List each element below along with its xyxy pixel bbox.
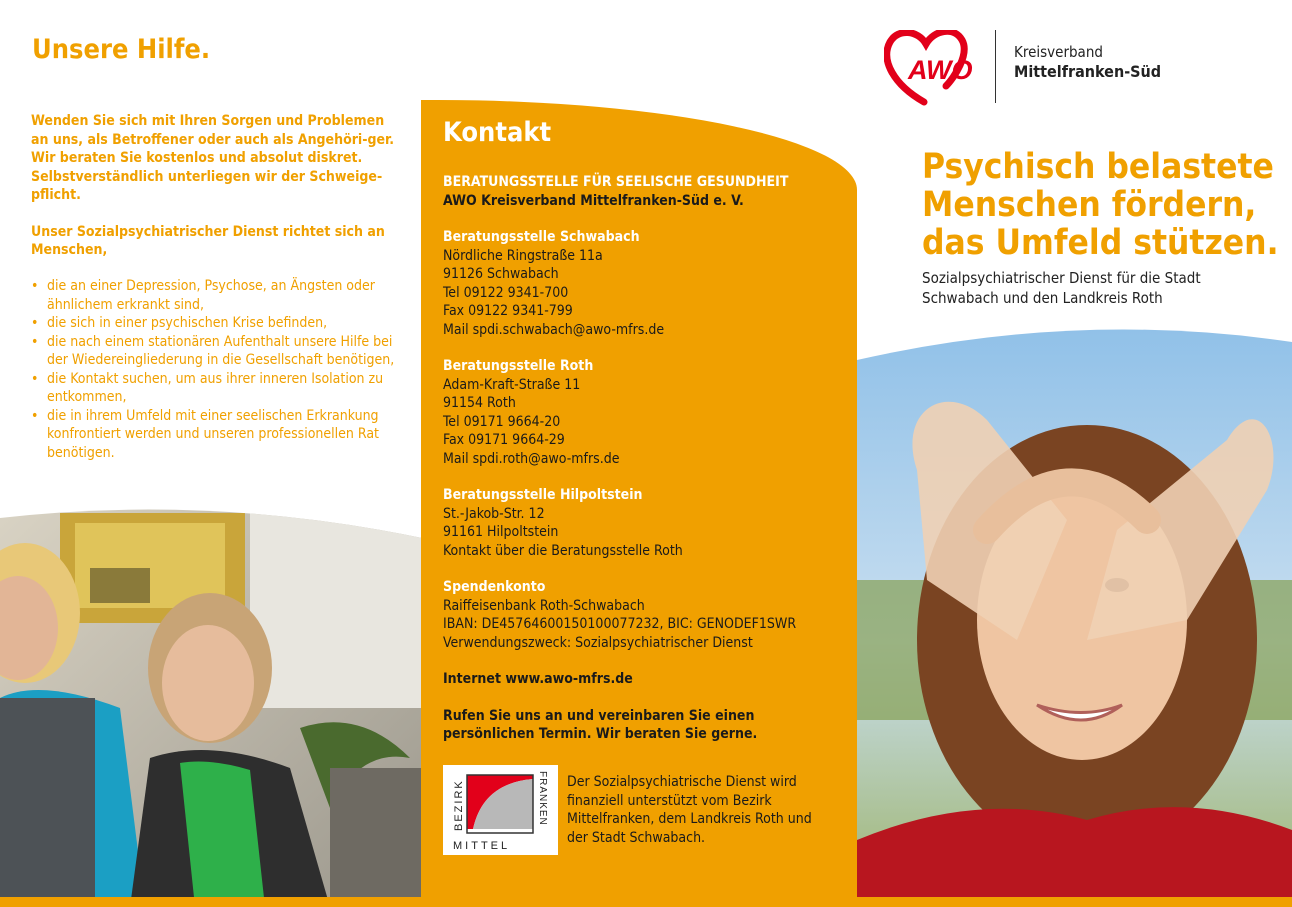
cta-line-2: persönlichen Termin. Wir beraten Sie gerne. [443,726,758,742]
office-schwabach [443,228,843,339]
region-label: Mittelfranken-Süd [1014,62,1162,81]
bottom-accent-bar [0,897,1292,907]
subheadline-line-1: Sozialpsychiatrischer Dienst für die Stadt [922,269,1201,287]
funding-text: Der Sozialpsychiatrische Dienst wird finanziell unterstützt vom Bezirk Mittelfranken, dem Landkreis Roth und der Stadt Schwabach. [567,774,812,846]
list-item: • die sich in einer psychischen Krise befinden, [31,314,406,333]
office-street: Nördliche Ringstraße 11a [443,247,603,264]
office-tel: Tel 09171 9664-20 [443,413,561,430]
list-item: • die in ihrem Umfeld mit einer seelischen Erkrankung konfrontiert werden und unseren professionellen Rat benötigen. [31,407,406,463]
headline-line-1: Psychisch belastete [922,147,1274,187]
logo-text-franken: FRANKEN [537,771,548,826]
office-title: Beratungsstelle Roth [443,358,594,374]
office-mail[interactable]: Mail spdi.roth@awo-mfrs.de [443,450,620,467]
office-hilpoltstein [443,486,843,560]
donation-title: Spendenkonto [443,579,546,595]
counseling-photo [0,508,422,907]
call-to-action [443,707,843,744]
left-intro [31,112,401,278]
list-item: • die nach einem stationären Aufenthalt unsere Hilfe bei der Wiedereingliederung in die Gesellschaft benötigen, [31,333,406,370]
internet-block [443,670,843,689]
awo-logo [884,30,994,106]
donation-bank: Raiffeisenbank Roth-Schwabach [443,597,645,614]
donation-iban: IBAN: DE45764600150100077232, BIC: GENODEF1SWR [443,616,797,632]
office-tel: Tel 09122 9341-700 [443,284,569,301]
contact-panel [421,0,857,907]
office-roth [443,357,843,468]
office-title: Beratungsstelle Schwabach [443,229,640,245]
heart-hands-photo [857,320,1292,907]
kreisverband-label: Kreisverband [1014,43,1103,61]
org-block [443,173,843,210]
intro-paragraph-1: Wenden Sie sich mit Ihren Sorgen und Problemen an uns, als Betroffener oder auch als Angehöri-ger. Wir beraten Sie kostenlos und absolut diskret. Selbstverständlich unterliegen wir der Schweige-pflicht. [31,113,395,203]
headline-line-3: das Umfeld stützen. [922,223,1279,263]
office-fax: Fax 09122 9341-799 [443,303,573,319]
contact-content [443,115,843,762]
intro-paragraph-2: Unser Sozialpsychiatrischer Dienst richtet sich an Menschen, [31,223,385,258]
office-city: 91126 Schwabach [443,266,559,282]
office-mail[interactable]: Mail spdi.schwabach@awo-mfrs.de [443,321,665,338]
office-city: 91154 Roth [443,395,516,411]
cta-line-1: Rufen Sie uns an und vereinbaren Sie einen [443,707,755,724]
bezirk-mittelfranken-logo [443,765,558,855]
subheadline [922,268,1282,308]
list-item: • die an einer Depression, Psychose, an Ängsten oder ähnlichem erkrankt sind, [31,277,406,314]
website-link[interactable]: Internet www.awo-mfrs.de [443,671,633,687]
awo-logo-text: AWO [908,55,973,85]
donation-account [443,578,843,652]
office-city: 91161 Hilpoltstein [443,524,559,540]
office-fax: Fax 09171 9664-29 [443,432,565,448]
headline-line-2: Menschen fördern, [922,185,1257,225]
office-street: Adam-Kraft-Straße 11 [443,376,581,393]
list-item: • die Kontakt suchen, um aus ihrer inneren Isolation zu entkommen, [31,370,406,407]
office-note: Kontakt über die Beratungsstelle Roth [443,542,683,559]
logo-text-mittel: MITTEL [453,840,511,852]
org-line-2: AWO Kreisverband Mittelfranken-Süd e. V. [443,192,744,209]
funding-block [443,765,838,857]
headline [922,148,1292,262]
office-title: Beratungsstelle Hilpoltstein [443,487,643,503]
contact-title: Kontakt [443,117,552,148]
logo-divider [995,30,996,103]
org-line-1: BERATUNGSSTELLE FÜR SEELISCHE GESUNDHEIT [443,174,789,190]
office-street: St.-Jakob-Str. 12 [443,505,545,522]
target-group-list [31,277,406,462]
donation-purpose: Verwendungszweck: Sozialpsychiatrischer Dienst [443,634,753,651]
subheadline-line-2: Schwabach und den Landkreis Roth [922,289,1163,307]
logo-text-bezirk: BEZIRK [453,779,465,831]
left-heading: Unsere Hilfe. [32,34,211,65]
